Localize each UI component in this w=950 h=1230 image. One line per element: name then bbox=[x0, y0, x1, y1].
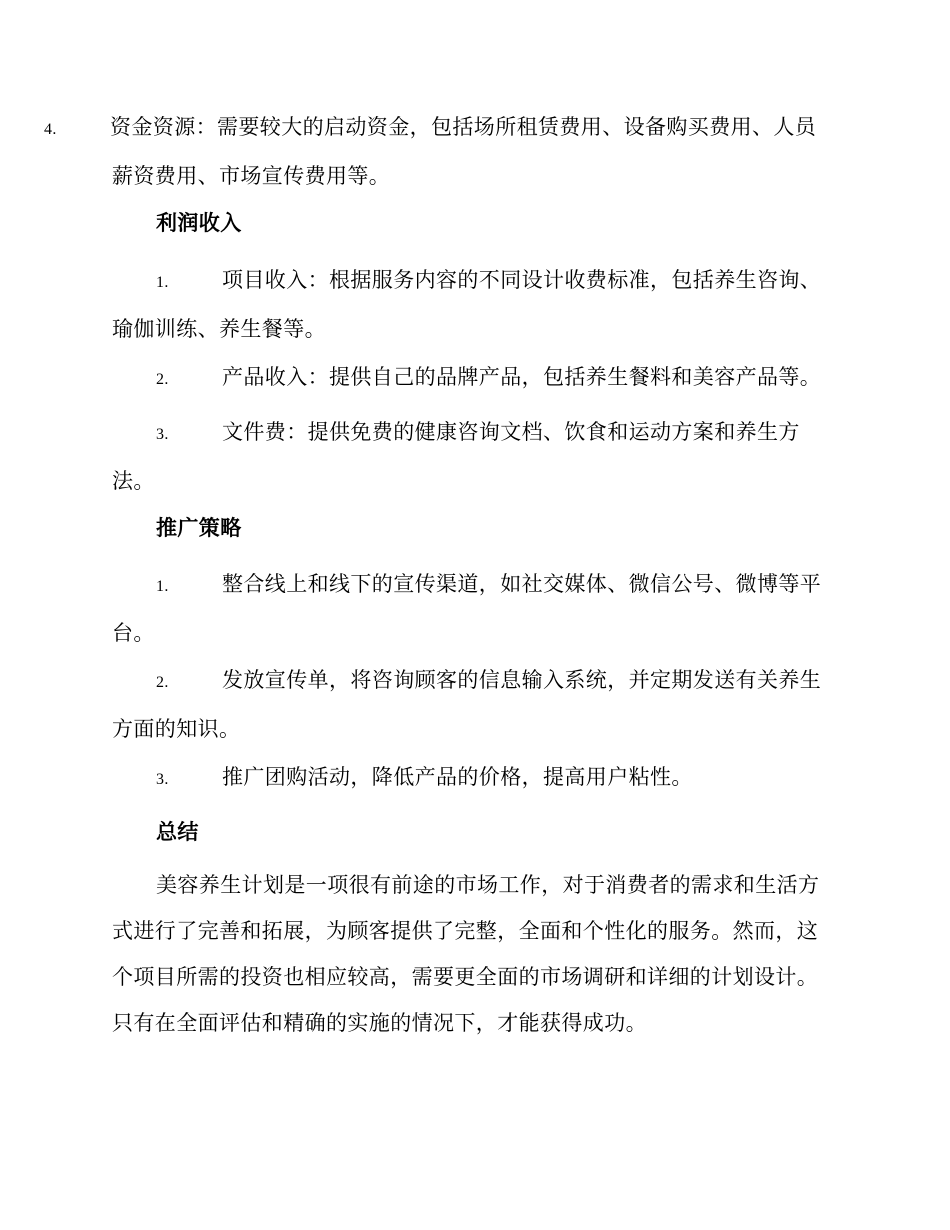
section-heading-profit: 利润收入 bbox=[156, 210, 242, 235]
list-text: 项目收入：根据服务内容的不同设计收费标准，包括养生咨询、瑜伽训练、养生餐等。 bbox=[112, 268, 822, 341]
list-text: 产品收入：提供自己的品牌产品，包括养生餐料和美容产品等。 bbox=[222, 365, 822, 389]
list-item-promo-2 bbox=[112, 657, 834, 752]
list-number: 1. bbox=[156, 578, 169, 595]
list-number: 1. bbox=[156, 274, 169, 291]
list-text: 发放宣传单，将咨询顾客的信息输入系统，并定期发送有关养生方面的知识。 bbox=[112, 668, 822, 741]
list-item-promo-3 bbox=[112, 754, 834, 803]
list-item-profit-1 bbox=[112, 257, 834, 352]
list-number: 3. bbox=[156, 771, 169, 788]
list-number: 2. bbox=[156, 371, 169, 388]
list-number: 4. bbox=[44, 121, 57, 138]
list-text: 文件费：提供免费的健康咨询文档、饮食和运动方案和养生方法。 bbox=[112, 420, 800, 493]
list-number: 3. bbox=[156, 426, 169, 443]
list-item-profit-2 bbox=[112, 354, 834, 403]
section-heading-promo: 推广策略 bbox=[156, 515, 242, 540]
list-text: 推广团购活动，降低产品的价格，提高用户粘性。 bbox=[222, 765, 693, 789]
list-item-funding bbox=[44, 104, 834, 199]
list-item-promo-1 bbox=[112, 561, 834, 656]
section-heading-summary: 总结 bbox=[156, 819, 199, 844]
list-item-profit-3 bbox=[112, 409, 834, 504]
list-text: 整合线上和线下的宣传渠道，如社交媒体、微信公号、微博等平台。 bbox=[112, 572, 822, 645]
list-number: 2. bbox=[156, 674, 169, 691]
summary-paragraph: 美容养生计划是一项很有前途的市场工作，对于消费者的需求和生活方式进行了完善和拓展，为顾客提供了完整，全面和个性化的服务。然而，这个项目所需的投资也相应较高，需要更全面的市场调研和详细的计划设计。只有在全面评估和精确的实施的情况下，才能获得成功。 bbox=[112, 873, 820, 1035]
list-text: 资金资源：需要较大的启动资金，包括场所租赁费用、设备购买费用、人员薪资费用、市场宣传费用等。 bbox=[110, 115, 817, 188]
